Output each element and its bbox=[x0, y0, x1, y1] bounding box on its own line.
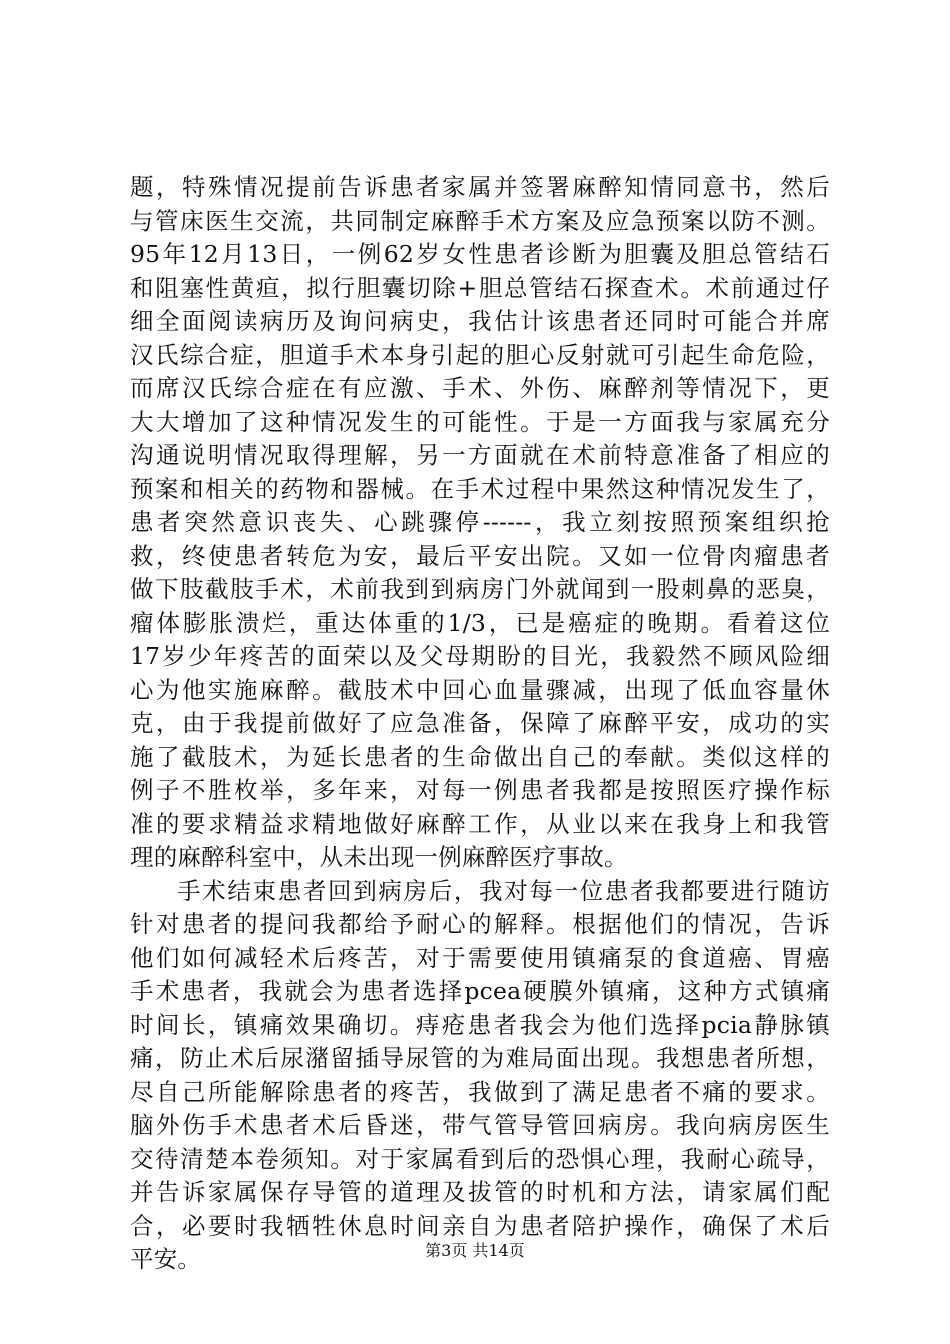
text-line: 理的麻醉科室中，从未出现一例麻醉医疗事故。 bbox=[130, 843, 628, 871]
text-line: 预案和相关的药物和器械。在手术过程中果然这种情况发生了， bbox=[130, 474, 830, 503]
text-line: 脑外伤手术患者术后昏迷，带气管导管回病房。我向病房医生 bbox=[130, 1111, 830, 1139]
text-line: 大大增加了这种情况发生的可能性。于是一方面我与家属充分 bbox=[130, 407, 830, 436]
text-line: 心为他实施麻醉。截肢术中回心血量骤减，出现了低血容量休 bbox=[130, 675, 830, 704]
text-line: 瘤体膨胀溃烂，重达体重的1/3，已是癌症的晚期。看着这位 bbox=[130, 608, 830, 637]
text-line: 时间长，镇痛效果确切。痔疮患者我会为他们选择pcia静脉镇 bbox=[130, 1010, 830, 1039]
text-line: 细全面阅读病历及询问病史，我估计该患者还同时可能合并席 bbox=[130, 307, 830, 335]
text-line: 题，特殊情况提前告诉患者家属并签署麻醉知情同意书，然后 bbox=[130, 173, 830, 201]
text-line: 患者突然意识丧失、心跳骤停------，我立刻按照预案组织抢 bbox=[130, 508, 830, 536]
body-text bbox=[130, 171, 830, 1277]
text-line: 做下肢截肢手术，术前我到到病房门外就闻到一股刺鼻的恶臭， bbox=[130, 575, 830, 603]
text-line: 例子不胜枚举，多年来，对每一例患者我都是按照医疗操作标 bbox=[130, 776, 830, 804]
text-line: 准的要求精益求精地做好麻醉工作，从业以来在我身上和我管 bbox=[130, 809, 830, 838]
text-line: 手术结束患者回到病房后，我对每一位患者我都要进行随访 bbox=[177, 876, 830, 905]
text-line: 95年12月13日，一例62岁女性患者诊断为胆囊及胆总管结石 bbox=[130, 240, 830, 268]
text-line: 与管床医生交流，共同制定麻醉手术方案及应急预案以防不测。 bbox=[130, 206, 830, 235]
paragraph-1 bbox=[130, 171, 830, 875]
page-number-footer: 第3页 共14页 bbox=[425, 1241, 525, 1260]
text-line: 痛，防止术后尿潴留插导尿管的为难局面出现。我想患者所想， bbox=[130, 1044, 830, 1072]
text-line: 并告诉家属保存导管的道理及拔管的时机和方法，请家属们配 bbox=[130, 1178, 830, 1206]
text-line: 17岁少年疼苦的面荣以及父母期盼的目光，我毅然不顾风险细 bbox=[130, 642, 830, 670]
text-line: 针对患者的提问我都给予耐心的解释。根据他们的情况，告诉 bbox=[130, 910, 830, 938]
text-line: 克，由于我提前做好了应急准备，保障了麻醉平安，成功的实 bbox=[130, 709, 830, 737]
text-line: 平安。 bbox=[130, 1245, 202, 1273]
text-line: 他们如何减轻术后疼苦，对于需要使用镇痛泵的食道癌、胃癌 bbox=[130, 943, 830, 972]
text-line: 交待清楚本卷须知。对于家属看到后的恐惧心理，我耐心疏导， bbox=[130, 1144, 830, 1173]
text-line: 手术患者，我就会为患者选择pcea硬膜外镇痛，这种方式镇痛 bbox=[130, 977, 830, 1005]
paragraph-2 bbox=[130, 875, 830, 1277]
text-line: 施了截肢术，为延长患者的生命做出自己的奉献。类似这样的 bbox=[130, 742, 830, 771]
text-line: 合，必要时我牺牲休息时间亲自为患者陪护操作，确保了术后 bbox=[130, 1211, 830, 1240]
text-line: 汉氏综合症，胆道手术本身引起的胆心反射就可引起生命危险， bbox=[130, 340, 830, 369]
text-line: 尽自己所能解除患者的疼苦，我做到了满足患者不痛的要求。 bbox=[130, 1077, 830, 1106]
text-line: 而席汉氏综合症在有应激、手术、外伤、麻醉剂等情况下，更 bbox=[130, 374, 830, 402]
text-line: 沟通说明情况取得理解，另一方面就在术前特意准备了相应的 bbox=[130, 441, 830, 469]
text-line: 救，终使患者转危为安，最后平安出院。又如一位骨肉瘤患者 bbox=[130, 541, 830, 570]
text-line: 和阻塞性黄疸，拟行胆囊切除+胆总管结石探查术。术前通过仔 bbox=[130, 273, 830, 302]
